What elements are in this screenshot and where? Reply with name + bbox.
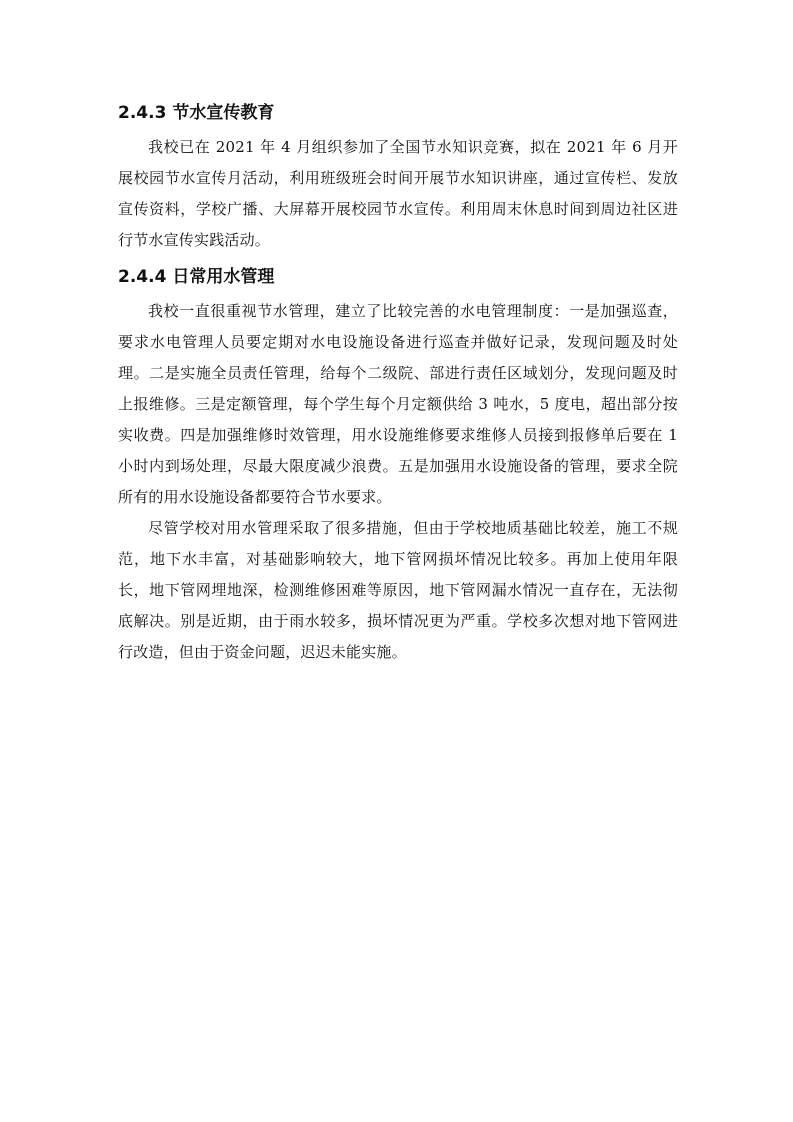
paragraph: 我校已在 2021 年 4 月组织参加了全国节水知识竞赛，拟在 2021 年 6 月开展校园节水宣传月活动，利用班级班会时间开展节水知识讲座，通过宣传栏、发放宣传资料，学校广播、大屏幕开展校园节水宣传。利用周末休息时间到周边社区进行节水宣传实践活动。 <box>118 138 678 249</box>
section-daily-water-management <box>118 264 678 668</box>
section-heading: 2.4.3 节水宣传教育 <box>118 103 275 123</box>
section-heading: 2.4.4 日常用水管理 <box>118 267 275 287</box>
document-page <box>118 100 678 676</box>
section-water-saving-education <box>118 100 678 256</box>
paragraph: 我校一直很重视节水管理，建立了比较完善的水电管理制度：一是加强巡查，要求水电管理人员要定期对水电设施设备进行巡查并做好记录，发现问题及时处理。二是实施全员责任管理，给每个二级院、部进行责任区域划分，发现问题及时上报维修。三是定额管理，每个学生每个月定额供给 3 吨水，5 度电，超出部分按实收费。四是加强维修时效管理，用水设施维修要求维修人员接到报修单后要在 1 小时内到场处理，尽最大限度减少浪费。五是加强用水设施设备的管理，要求全院所有的用水设施设备都要符合节水要求。 <box>118 302 678 506</box>
paragraph: 尽管学校对用水管理采取了很多措施，但由于学校地质基础比较差，施工不规范，地下水丰富，对基础影响较大，地下管网损坏情况比较多。再加上使用年限长，地下管网埋地深，检测维修困难等原因，地下管网漏水情况一直存在，无法彻底解决。别是近期，由于雨水较多，损坏情况更为严重。学校多次想对地下管网进行改造，但由于资金问题，迟迟未能实施。 <box>118 519 678 661</box>
